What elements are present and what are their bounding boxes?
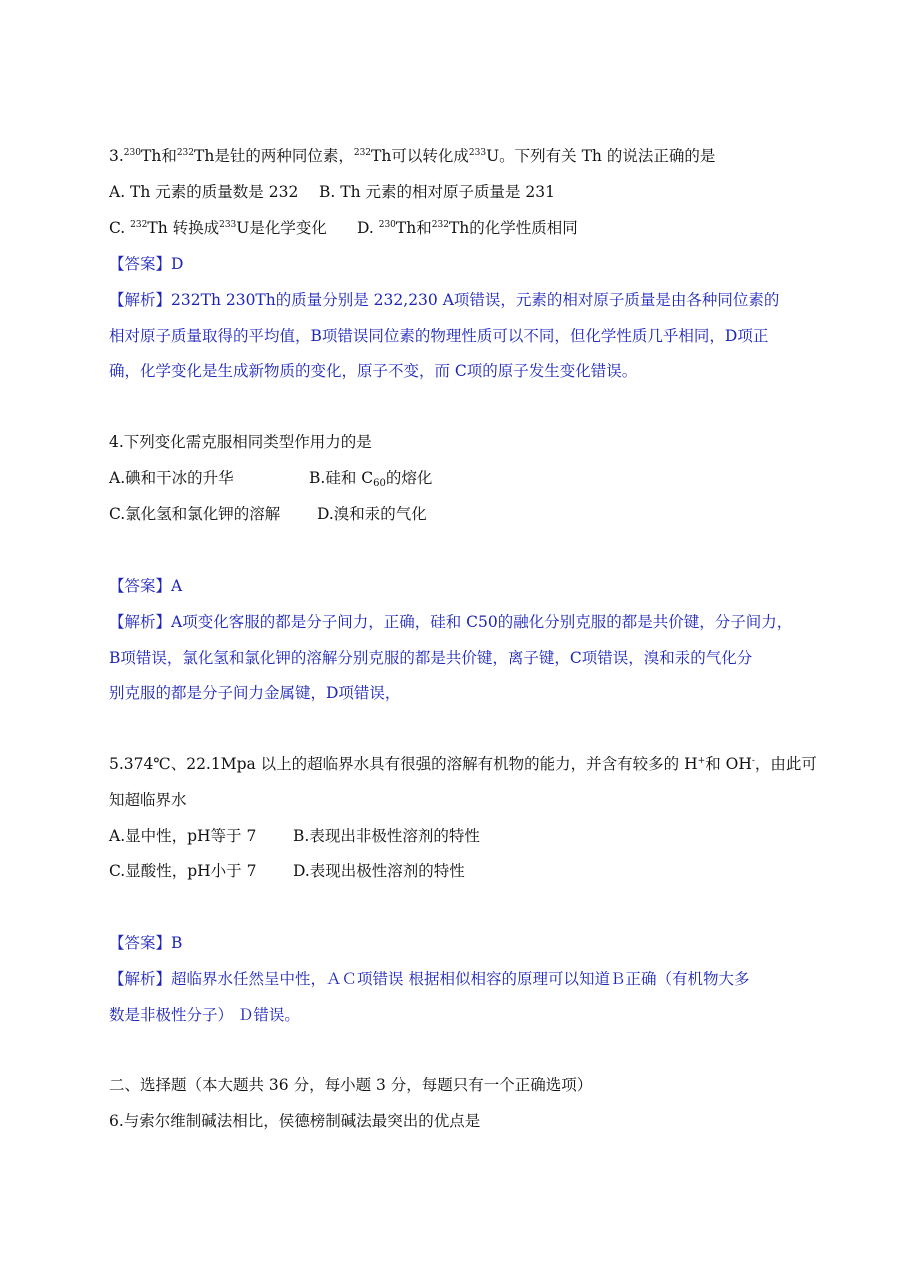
- q3-analysis-line-3: 确，化学变化是生成新物质的变化，原子不变，而 C项的原子发生变化错误。: [109, 362, 638, 380]
- q3-option-a: A. Th 元素的质量数是 232: [109, 183, 299, 201]
- q4-option-d: D.溴和汞的气化: [317, 505, 427, 523]
- q4-option-c: C.氯化氢和氯化钾的溶解: [109, 505, 281, 523]
- q3-analysis-line-2: 相对原子质量取得的平均值，B项错误同位素的物理性质可以不同，但化学性质几乎相同，D项正: [109, 327, 769, 345]
- q3-option-b: B. Th 元素的相对原子质量是 231: [319, 183, 556, 201]
- q4-analysis-line-1: 【解析】A项变化客服的都是分子间力，正确，硅和 C50的融化分别克服的都是共价键，分子间力，: [109, 613, 793, 631]
- q4-stem: 4.下列变化需克服相同类型作用力的是: [109, 433, 372, 451]
- q4-option-b: B.硅和 $C_{60}$的熔化: [309, 469, 433, 489]
- q5-analysis-line-2: 数是非极性分子） Ｄ错误。: [109, 1006, 300, 1024]
- q3-analysis-line-1: 【解析】232Th 230Th的质量分别是 232,230 A项错误，元素的相对原子质量是由各种同位素的: [109, 291, 780, 309]
- answer-label: 【答案】: [109, 255, 172, 273]
- q4-option-a: A.碘和干冰的升华: [109, 469, 234, 487]
- analysis-label: 【解析】: [109, 613, 172, 631]
- q5-stem-line-2: 知超临界水: [109, 791, 187, 809]
- analysis-label: 【解析】: [109, 970, 172, 988]
- q6-stem: 6.与索尔维制碱法相比，侯德榜制碱法最突出的优点是: [109, 1112, 481, 1130]
- q5-stem-line-1: 5.374℃、22.1Mpa 以上的超临界水具有很强的溶解有机物的能力，并含有较多的 H+和 OH-，由此可: [109, 755, 817, 773]
- q5-option-a: A.显中性，pH等于 7: [109, 827, 257, 845]
- q3-option-d: D. $^{230}$Th和$^{232}$Th的化学性质相同: [357, 219, 578, 237]
- q4-analysis-line-2: B项错误，氯化氢和氯化钾的溶解分别克服的都是共价键，离子键，C项错误，溴和汞的气化分: [109, 649, 753, 667]
- q5-answer: 【答案】B: [109, 934, 183, 952]
- q5-option-d: D.表现出极性溶剂的特性: [293, 862, 465, 880]
- section-heading: 二、选择题（本大题共 36 分，每小题 3 分，每题只有一个正确选项）: [109, 1076, 593, 1094]
- q5-analysis-line-1: 【解析】超临界水任然呈中性，ＡＣ项错误 根据相似相容的原理可以知道Ｂ正确（有机物大多: [109, 970, 750, 988]
- q4-analysis-line-3: 别克服的都是分子间力金属键，D项错误，: [109, 684, 401, 702]
- q3-stem: 3.$^{230}$Th和$^{232}$Th是钍的两种同位素，$^{232}$Th可以转化成$^{233}$U。下列有关 Th 的说法正确的是: [109, 147, 716, 165]
- q3-answer: 【答案】D: [109, 255, 184, 273]
- answer-label: 【答案】: [109, 577, 172, 595]
- q3-option-c: C. $^{232}$Th 转换成$^{233}$U是化学变化: [109, 219, 327, 237]
- analysis-label: 【解析】: [109, 291, 172, 309]
- q4-answer: 【答案】A: [109, 577, 183, 595]
- q5-option-b: B.表现出非极性溶剂的特性: [293, 827, 480, 845]
- q5-option-c: C.显酸性，pH小于 7: [109, 862, 257, 880]
- answer-label: 【答案】: [109, 934, 172, 952]
